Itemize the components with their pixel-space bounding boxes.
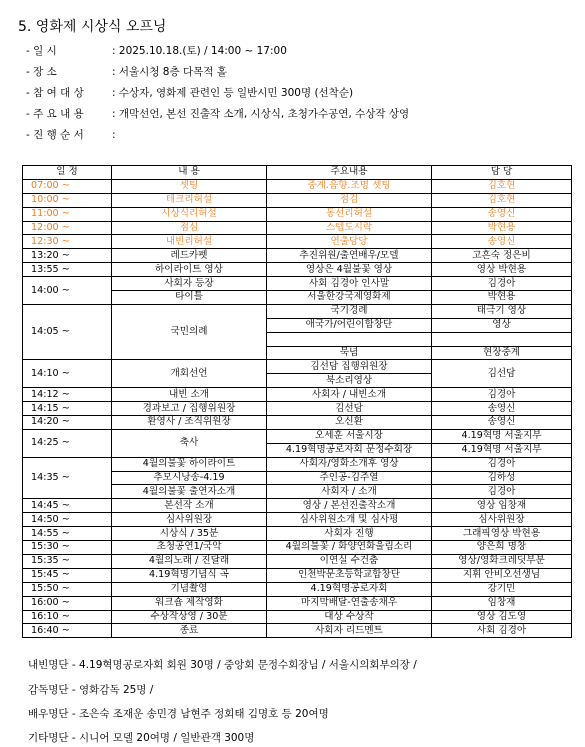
table-cell: 내빈 소개 <box>112 388 267 402</box>
table-cell: 영상은 4월불꽃 영상 <box>267 263 432 277</box>
table-cell: 애국가/어린이합창단 <box>267 318 432 332</box>
header-content: 내 용 <box>112 166 267 180</box>
table-cell: 14:10 ~ <box>23 360 112 388</box>
table-cell: 국민의례 <box>112 304 267 360</box>
table-cell: 경과보고 / 집행위원장 <box>112 402 267 416</box>
table-cell: 16:10 ~ <box>23 610 112 624</box>
table-cell: 14:12 ~ <box>23 388 112 402</box>
table-cell: 심사위원소개 및 심사평 <box>267 513 432 527</box>
table-cell: 연출담당 <box>267 235 432 249</box>
table-cell: 시상식 / 35분 <box>112 527 267 541</box>
schedule-table <box>22 165 572 638</box>
table-cell: 영상/영화크레딧부분 <box>432 554 572 568</box>
table-cell: 4월의불꽃 / 화양연화울림소리 <box>267 541 432 555</box>
table-cell: 점검 <box>267 193 432 207</box>
table-cell: 박현용 <box>432 291 572 305</box>
table-row <box>23 610 572 624</box>
table-cell: 테크리허설 <box>112 193 267 207</box>
table-cell: 13:20 ~ <box>23 249 112 263</box>
table-cell: 대상 수상작 <box>267 610 432 624</box>
table-cell: 14:50 ~ <box>23 513 112 527</box>
table-header-row <box>23 166 572 180</box>
table-cell: 송영신 <box>432 416 572 430</box>
info-place: - 장 소 : 서울시청 8층 다목적 홀 <box>26 66 227 78</box>
table-row <box>23 596 572 610</box>
footer-actors: 배우명단 - 조은숙 조재운 송민경 남현주 정회태 김명호 등 20여명 <box>28 708 329 720</box>
table-cell: 11:00 ~ <box>23 207 112 221</box>
table-cell: 12:30 ~ <box>23 235 112 249</box>
table-row <box>23 457 572 471</box>
table-row <box>23 235 572 249</box>
table-cell: 15:30 ~ <box>23 541 112 555</box>
table-cell: 묵념 <box>267 346 432 360</box>
section-title: 5. 영화제 시상식 오프닝 <box>18 19 167 35</box>
table-cell: 12:00 ~ <box>23 221 112 235</box>
table-cell: 4.19혁명공로자회 <box>267 582 432 596</box>
table-cell: 동선리허설 <box>267 207 432 221</box>
table-cell: 4.19혁명기념식 곡 <box>112 568 267 582</box>
table-row <box>23 388 572 402</box>
table-cell: 고흔숙 정은비 <box>432 249 572 263</box>
table-row <box>23 541 572 555</box>
table-cell: 환영사 / 조직위원장 <box>112 416 267 430</box>
table-cell: 사회 김경아 <box>432 624 572 638</box>
table-cell: 14:35 ~ <box>23 457 112 499</box>
table-cell: 14:00 ~ <box>23 277 112 305</box>
table-cell: 사회자 / 소개 <box>267 485 432 499</box>
table-cell: 송영신 <box>432 235 572 249</box>
footer-directors: 감독명단 - 영화감독 25명 / <box>28 684 154 696</box>
table-cell: 하이라이트 영상 <box>112 263 267 277</box>
table-cell: 김호현 <box>432 179 572 193</box>
table-cell: 김하성 <box>432 471 572 485</box>
table-cell: 13:55 ~ <box>23 263 112 277</box>
table-cell: 김선담 <box>432 360 572 388</box>
table-row <box>23 277 572 291</box>
table-cell: 레드카펫 <box>112 249 267 263</box>
table-cell: 사회자 진행 <box>267 527 432 541</box>
table-cell: 영상 <box>432 318 572 332</box>
table-cell: 사회자 / 내빈소개 <box>267 388 432 402</box>
table-row <box>23 499 572 513</box>
table-cell: 오신환 <box>267 416 432 430</box>
table-cell: 14:20 ~ <box>23 416 112 430</box>
table-row <box>23 527 572 541</box>
table-cell: 15:35 ~ <box>23 554 112 568</box>
footer-others: 기타명단 - 시니어 모델 20여명 / 일반관객 300명 <box>28 732 255 744</box>
table-cell: 종료 <box>112 624 267 638</box>
table-cell: 스텝도시락 <box>267 221 432 235</box>
table-row <box>23 624 572 638</box>
table-cell: 마지막배달-연출송채우 <box>267 596 432 610</box>
table-cell: 사회자 리드멘트 <box>267 624 432 638</box>
header-main-content: 주요내용 <box>267 166 432 180</box>
table-row <box>23 568 572 582</box>
table-cell: 4월의불꽃 출연자소개 <box>112 485 267 499</box>
table-cell: 15:45 ~ <box>23 568 112 582</box>
table-cell: 양은희 명창 <box>432 541 572 555</box>
table-cell: 지휘 안비오선생님 <box>432 568 572 582</box>
table-cell: 기념촬영 <box>112 582 267 596</box>
header-date: 일 정 <box>23 166 112 180</box>
table-cell: 김선담 집행위원장 <box>267 360 432 374</box>
table-cell: 추진위원/출연배우/모델 <box>267 249 432 263</box>
table-cell: 10:00 ~ <box>23 193 112 207</box>
table-cell: 워크숍 제작영화 <box>112 596 267 610</box>
table-row <box>23 221 572 235</box>
table-cell: 내빈리허설 <box>112 235 267 249</box>
table-cell: 4.19혁명 서울지부 <box>432 429 572 443</box>
table-cell: 사회자 등장 <box>112 277 267 291</box>
table-cell: 태극기 영상 <box>432 304 572 318</box>
table-cell: 심사위원장 <box>112 513 267 527</box>
table-cell: 오세훈 서울시장 <box>267 429 432 443</box>
table-cell: 사회 김경아 인사말 <box>267 277 432 291</box>
table-cell: 김경아 <box>432 485 572 499</box>
table-cell: 수상작상영 / 30분 <box>112 610 267 624</box>
table-cell: 영상 김도영 <box>432 610 572 624</box>
table-cell: 송영신 <box>432 402 572 416</box>
info-participants: - 참 여 대 상 : 수상자, 영화제 관련인 등 일반시민 300명 (선착순) <box>26 87 354 99</box>
table-cell: 심사위원장 <box>432 513 572 527</box>
footer-guests: 내빈명단 - 4.19혁명공로자회 회원 30명 / 중앙회 문정수회장님 / 서울시의회부의장 / <box>28 659 417 671</box>
table-cell: 4월의불꽃 하이라이트 <box>112 457 267 471</box>
table-row <box>23 179 572 193</box>
info-order: - 진 행 순 서 : <box>26 129 116 141</box>
table-cell: 김경아 <box>432 388 572 402</box>
table-cell: 07:00 ~ <box>23 179 112 193</box>
table-cell: 축사 <box>112 429 267 457</box>
table-cell: 추모시낭송-4.19 <box>112 471 267 485</box>
table-cell: 4.19혁명 서울지부 <box>432 443 572 457</box>
table-cell: 강기민 <box>432 582 572 596</box>
table-cell: 개회선언 <box>112 360 267 388</box>
info-contents: - 주 요 내 용 : 개막선언, 본선 진출작 소개, 시상식, 초청가수공연, 수상작 상영 <box>26 108 410 120</box>
info-date: - 일 시 : 2025.10.18.(토) / 14:00 ~ 17:00 <box>26 45 287 57</box>
table-row <box>23 249 572 263</box>
table-cell: 본선작 소개 <box>112 499 267 513</box>
table-cell: 중계.음향.조명 셋팅 <box>267 179 432 193</box>
table-row <box>23 193 572 207</box>
table-cell: 점심 <box>112 221 267 235</box>
table-cell: 주인공-김주열 <box>267 471 432 485</box>
table-row <box>23 360 572 374</box>
table-cell: 14:55 ~ <box>23 527 112 541</box>
table-cell: 그래픽영상 박현용 <box>432 527 572 541</box>
table-cell: 시상식리허설 <box>112 207 267 221</box>
table-cell: 현장중계 <box>432 346 572 360</box>
table-cell: 송영신 <box>432 207 572 221</box>
table-cell: 타이틀 <box>112 291 267 305</box>
table-cell: 15:50 ~ <box>23 582 112 596</box>
table-cell: 이연실 수건춤 <box>267 554 432 568</box>
table-cell: 14:05 ~ <box>23 304 112 360</box>
table-cell: 임창재 <box>432 596 572 610</box>
table-cell <box>432 332 572 346</box>
table-cell: 인천박문초등학교합창단 <box>267 568 432 582</box>
table-cell: 영상 박현용 <box>432 263 572 277</box>
table-cell: 김선담 <box>267 402 432 416</box>
table-cell: 14:45 ~ <box>23 499 112 513</box>
table-cell: 영상 임창재 <box>432 499 572 513</box>
table-cell: 셋팅 <box>112 179 267 193</box>
table-cell: 14:15 ~ <box>23 402 112 416</box>
table-cell: 4월의노래 / 진달래 <box>112 554 267 568</box>
table-cell: 김경아 <box>432 277 572 291</box>
table-row <box>23 207 572 221</box>
table-row <box>23 263 572 277</box>
table-row <box>23 554 572 568</box>
table-cell: 영상 / 본선진출작소개 <box>267 499 432 513</box>
table-cell: 국기경례 <box>267 304 432 318</box>
table-row <box>23 429 572 443</box>
table-cell: 16:40 ~ <box>23 624 112 638</box>
table-cell: 초청공연1/국악 <box>112 541 267 555</box>
table-cell: 김호현 <box>432 193 572 207</box>
table-cell: 김경아 <box>432 457 572 471</box>
table-row <box>23 582 572 596</box>
table-row <box>23 513 572 527</box>
table-row <box>23 416 572 430</box>
table-row <box>23 402 572 416</box>
table-cell: 북소리영상 <box>267 374 432 388</box>
table-cell: 서울한강국제영화제 <box>267 291 432 305</box>
table-cell: 4.19혁명공로자회 문정수회장 <box>267 443 432 457</box>
table-cell: 사회자/영화소개후 영상 <box>267 457 432 471</box>
table-cell: 14:25 ~ <box>23 429 112 457</box>
table-cell: 박현용 <box>432 221 572 235</box>
table-row <box>23 304 572 318</box>
header-person: 담 당 <box>432 166 572 180</box>
table-cell <box>267 332 432 346</box>
table-cell: 16:00 ~ <box>23 596 112 610</box>
